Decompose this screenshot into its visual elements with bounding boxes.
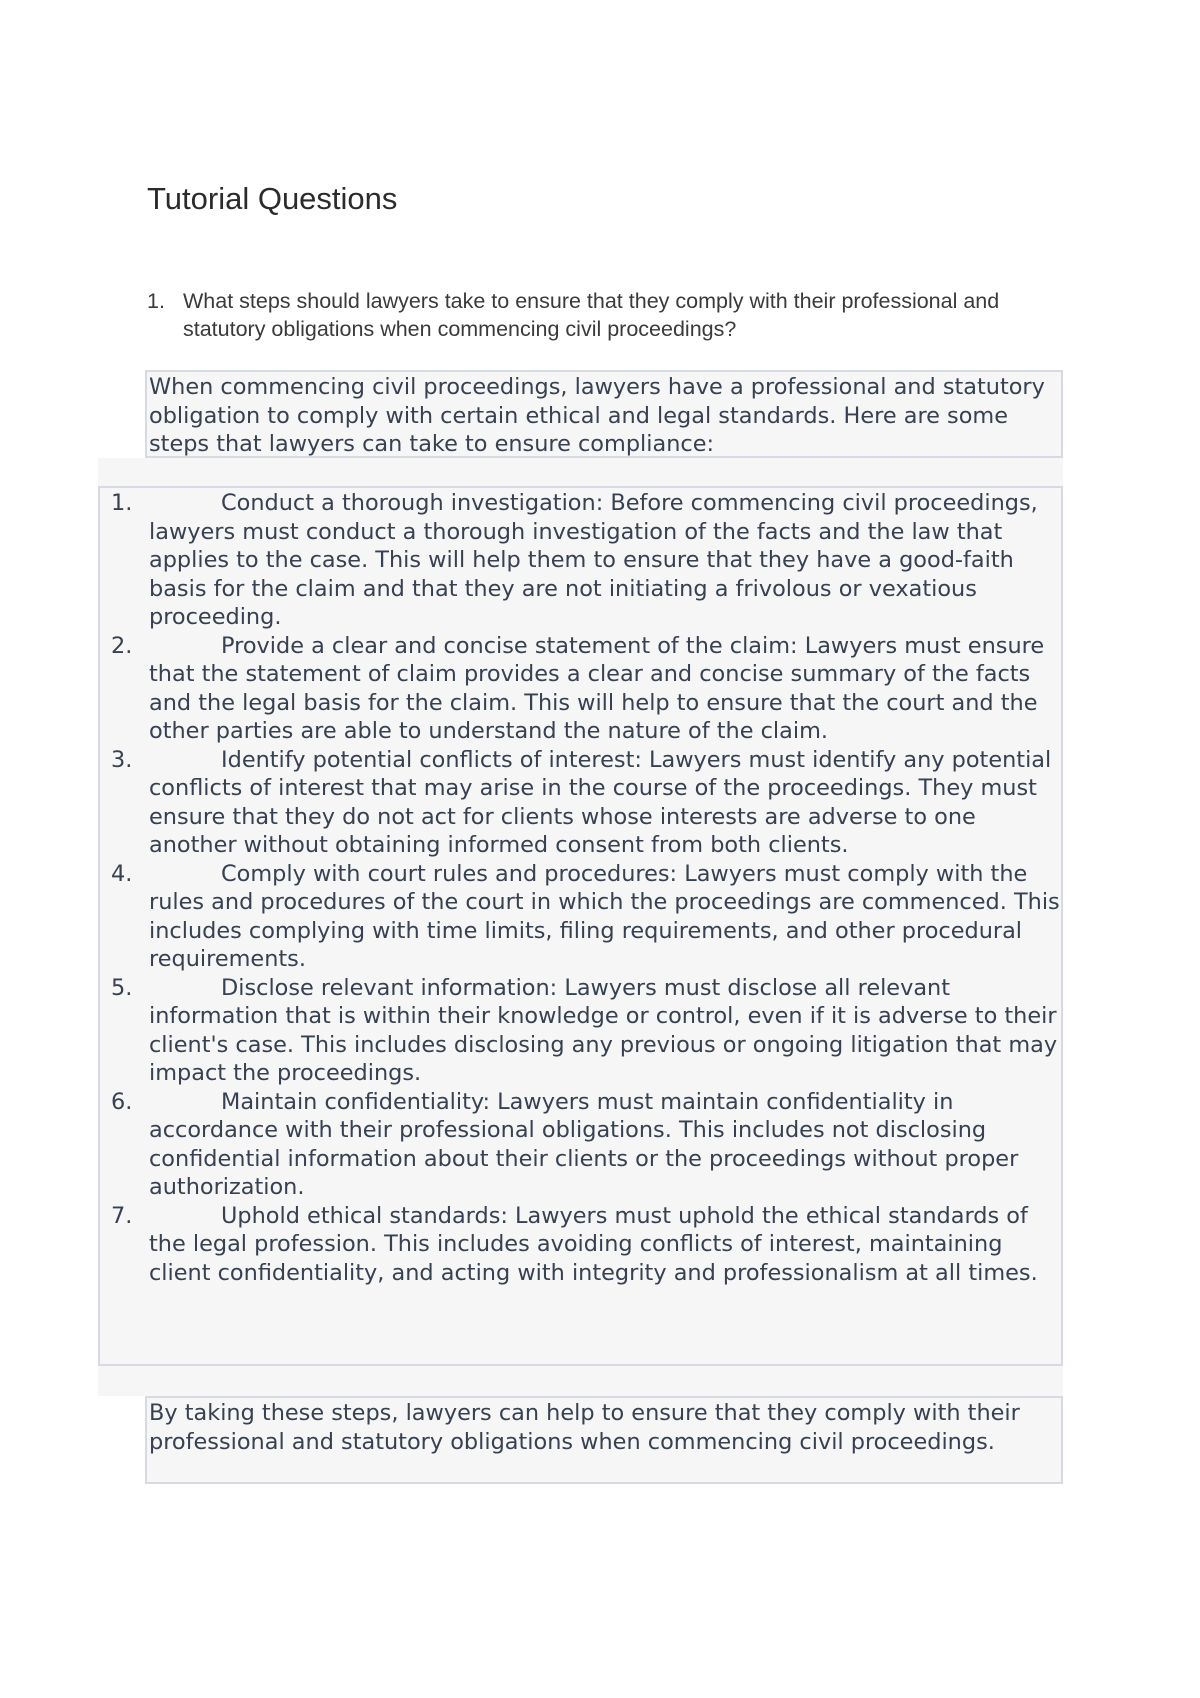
question-text: What steps should lawyers take to ensure that they comply with their professional and statutory obligations when commencing civil proceedings? xyxy=(183,289,1000,341)
question-number: 1. xyxy=(147,289,165,313)
list-item-number: 6. xyxy=(111,1088,133,1115)
question-item xyxy=(147,287,1067,343)
list-item xyxy=(100,489,1061,632)
list-item-text: Comply with court rules and procedures: Lawyers must comply with the rules and procedures of the court in which the proceedings are commenced. This includes complying with time limits, filing requirements, and other procedural requirements. xyxy=(149,860,1060,972)
list-item xyxy=(100,1202,1061,1288)
list-item-text: Provide a clear and concise statement of the claim: Lawyers must ensure that the statement of claim provides a clear and concise summary of the facts and the legal basis for the claim. This will help to ensure that the court and the other parties are able to understand the nature of the claim. xyxy=(149,632,1045,744)
page-title: Tutorial Questions xyxy=(147,181,398,216)
list-item xyxy=(100,632,1061,746)
list-item-number: 1. xyxy=(111,490,133,516)
list-item xyxy=(100,860,1061,974)
list-item-number: 3. xyxy=(111,746,133,773)
answer-conclusion-paragraph xyxy=(145,1396,1063,1484)
list-item-number: 7. xyxy=(111,1202,133,1229)
answer-spacer xyxy=(98,458,1063,486)
list-item-text: Identify potential conflicts of interest: Lawyers must identify any potential conflicts of interest that may arise in the course of the proceedings. They must ensure that they do not act for clients whose interests are adverse to one another without obtaining informed consent from both clients. xyxy=(149,746,1052,858)
list-item-text: Maintain confidentiality: Lawyers must maintain confidentiality in accordance with their professional obligations. This includes not disclosing confidential information about their clients or the proceedings without proper authorization. xyxy=(149,1088,1019,1200)
answer-intro-paragraph xyxy=(145,370,1063,458)
list-item-number: 4. xyxy=(111,860,133,887)
list-item-text: Conduct a thorough investigation: Before commencing civil proceedings, lawyers must conduct a thorough investigation of the facts and the law that applies to the case. This will help them to ensure that they have a good-faith basis for the claim and that they are not initiating a frivolous or vexatious proceeding. xyxy=(149,490,1038,630)
list-item-text: Disclose relevant information: Lawyers must disclose all relevant information that is within their knowledge or control, even if it is adverse to their client's case. This includes disclosing any previous or ongoing litigation that may impact the proceedings. xyxy=(149,974,1058,1086)
list-item xyxy=(100,974,1061,1088)
steps-list xyxy=(98,486,1063,1366)
answer-intro-text: When commencing civil proceedings, lawyers have a professional and statutory obligation to comply with certain ethical and legal standards. Here are some steps that lawyers can take to ensure compliance: xyxy=(149,374,1045,457)
answer-spacer xyxy=(98,1366,1063,1396)
answer-conclusion-text: By taking these steps, lawyers can help to ensure that they comply with their professional and statutory obligations when commencing civil proceedings. xyxy=(149,1400,1020,1455)
list-item-text: Uphold ethical standards: Lawyers must uphold the ethical standards of the legal profession. This includes avoiding conflicts of interest, maintaining client confidentiality, and acting with integrity and professionalism at all times. xyxy=(149,1202,1038,1286)
list-item xyxy=(100,746,1061,860)
list-item-number: 2. xyxy=(111,632,133,659)
list-item-number: 5. xyxy=(111,974,133,1001)
list-item xyxy=(100,1088,1061,1202)
